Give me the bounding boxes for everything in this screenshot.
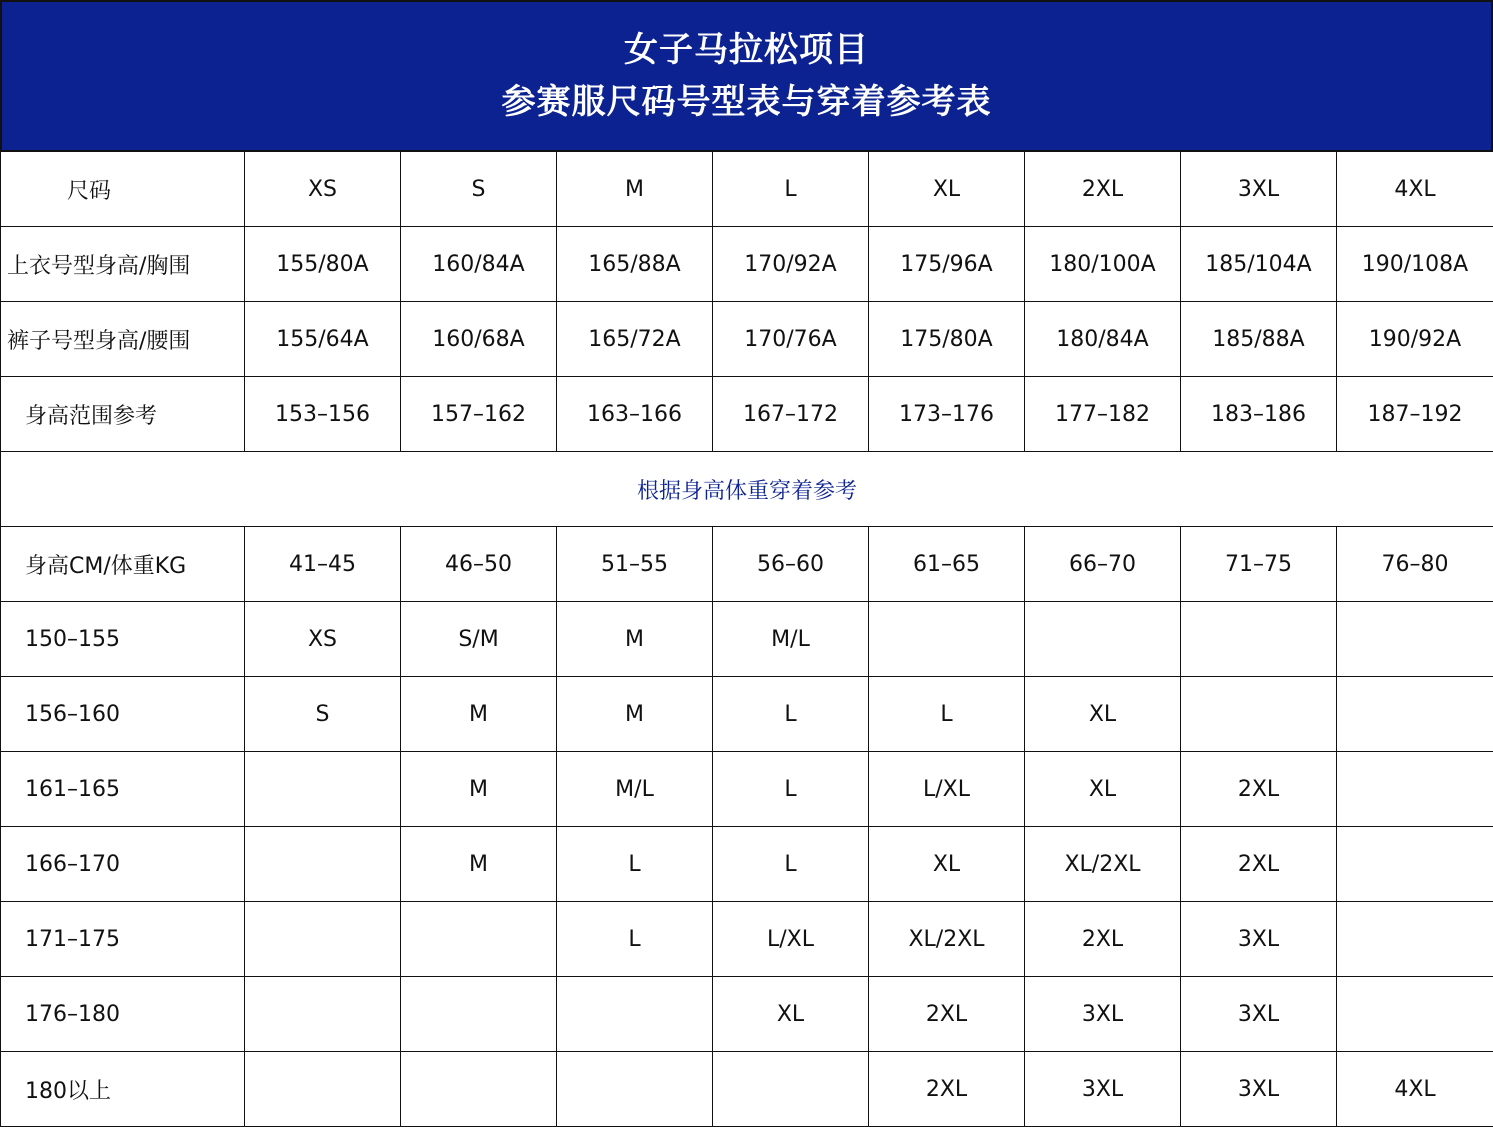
table-cell: 160/68A bbox=[401, 302, 557, 377]
size-row-label: 身高范围参考 bbox=[1, 377, 245, 452]
table-cell: 155/64A bbox=[245, 302, 401, 377]
table-cell: 2XL bbox=[1181, 752, 1337, 827]
table-cell: M/L bbox=[713, 602, 869, 677]
table-cell: 185/88A bbox=[1181, 302, 1337, 377]
table-cell: S bbox=[245, 677, 401, 752]
fit-row-label: 166–170 bbox=[1, 827, 245, 902]
table-cell: 187–192 bbox=[1337, 377, 1493, 452]
table-cell: 2XL bbox=[1181, 827, 1337, 902]
size-row-label: 尺码 bbox=[1, 152, 245, 227]
table-cell: 170/92A bbox=[713, 227, 869, 302]
table-cell bbox=[869, 602, 1025, 677]
table-cell bbox=[557, 977, 713, 1052]
table-cell: 177–182 bbox=[1025, 377, 1181, 452]
table-cell: 2XL bbox=[869, 977, 1025, 1052]
table-cell: XS bbox=[245, 152, 401, 227]
table-cell: 2XL bbox=[1025, 902, 1181, 977]
fit-row-label: 150–155 bbox=[1, 602, 245, 677]
fit-row-label: 176–180 bbox=[1, 977, 245, 1052]
table-cell bbox=[1181, 602, 1337, 677]
size-row-label: 上衣号型身高/胸围 bbox=[1, 227, 245, 302]
table-cell: 3XL bbox=[1025, 977, 1181, 1052]
table-cell: 61–65 bbox=[869, 527, 1025, 602]
table-cell: 2XL bbox=[869, 1052, 1025, 1127]
table-cell: 41–45 bbox=[245, 527, 401, 602]
table-cell: S/M bbox=[401, 602, 557, 677]
table-cell: 71–75 bbox=[1181, 527, 1337, 602]
table-cell bbox=[1337, 902, 1493, 977]
table-cell bbox=[1337, 977, 1493, 1052]
table-cell: XL bbox=[869, 827, 1025, 902]
fit-header-row bbox=[1, 527, 1493, 602]
table-cell: 51–55 bbox=[557, 527, 713, 602]
table-cell: XL bbox=[713, 977, 869, 1052]
table-cell: 185/104A bbox=[1181, 227, 1337, 302]
table-cell: L bbox=[713, 677, 869, 752]
table-cell: 3XL bbox=[1181, 977, 1337, 1052]
table-cell: XL/2XL bbox=[1025, 827, 1181, 902]
table-cell bbox=[245, 752, 401, 827]
fit-row bbox=[1, 902, 1493, 977]
table-cell: M bbox=[401, 827, 557, 902]
table-cell: 2XL bbox=[1025, 152, 1181, 227]
table-cell: L bbox=[713, 752, 869, 827]
table-cell: 175/80A bbox=[869, 302, 1025, 377]
table-cell: L bbox=[869, 677, 1025, 752]
size-row bbox=[1, 377, 1493, 452]
table-cell: 157–162 bbox=[401, 377, 557, 452]
fit-row bbox=[1, 677, 1493, 752]
table-cell: L/XL bbox=[869, 752, 1025, 827]
table-cell: 76–80 bbox=[1337, 527, 1493, 602]
title-line-1: 女子马拉松项目 bbox=[624, 30, 869, 70]
table-cell: 190/92A bbox=[1337, 302, 1493, 377]
table-cell: XL bbox=[1025, 752, 1181, 827]
table-cell bbox=[401, 977, 557, 1052]
size-row bbox=[1, 227, 1493, 302]
table-cell: L/XL bbox=[713, 902, 869, 977]
table-cell: 4XL bbox=[1337, 1052, 1493, 1127]
table-cell: 180/84A bbox=[1025, 302, 1181, 377]
table-cell bbox=[713, 1052, 869, 1127]
table-cell: 190/108A bbox=[1337, 227, 1493, 302]
fit-row-label: 180以上 bbox=[1, 1052, 245, 1127]
table-cell: 153–156 bbox=[245, 377, 401, 452]
table-cell: M bbox=[401, 677, 557, 752]
table-cell: M/L bbox=[557, 752, 713, 827]
section-row bbox=[1, 452, 1493, 527]
table-cell: 173–176 bbox=[869, 377, 1025, 452]
table-cell: L bbox=[557, 902, 713, 977]
table-cell: 3XL bbox=[1181, 152, 1337, 227]
table-cell: 3XL bbox=[1181, 1052, 1337, 1127]
table-cell bbox=[401, 1052, 557, 1127]
table-cell: 3XL bbox=[1181, 902, 1337, 977]
table-cell: 3XL bbox=[1025, 1052, 1181, 1127]
table-cell: M bbox=[557, 602, 713, 677]
table-cell bbox=[245, 1052, 401, 1127]
fit-row bbox=[1, 602, 1493, 677]
table-cell bbox=[1337, 752, 1493, 827]
table-cell bbox=[557, 1052, 713, 1127]
size-row bbox=[1, 152, 1493, 227]
table-cell: XL/2XL bbox=[869, 902, 1025, 977]
fit-row-label: 171–175 bbox=[1, 902, 245, 977]
fit-row bbox=[1, 977, 1493, 1052]
table-cell: 155/80A bbox=[245, 227, 401, 302]
fit-row-label: 156–160 bbox=[1, 677, 245, 752]
fit-row bbox=[1, 752, 1493, 827]
table-cell: M bbox=[401, 752, 557, 827]
table-cell: 56–60 bbox=[713, 527, 869, 602]
table-cell: L bbox=[557, 827, 713, 902]
table-cell: 175/96A bbox=[869, 227, 1025, 302]
table-cell: XS bbox=[245, 602, 401, 677]
table-cell bbox=[1181, 677, 1337, 752]
table-cell: 167–172 bbox=[713, 377, 869, 452]
title-line-2: 参赛服尺码号型表与穿着参考表 bbox=[501, 82, 992, 122]
size-row-label: 裤子号型身高/腰围 bbox=[1, 302, 245, 377]
table-cell: 4XL bbox=[1337, 152, 1493, 227]
fit-row-label: 161–165 bbox=[1, 752, 245, 827]
table-cell: 170/76A bbox=[713, 302, 869, 377]
fit-header-row-label: 身高CM/体重KG bbox=[1, 527, 245, 602]
table-cell: M bbox=[557, 677, 713, 752]
table-cell bbox=[1337, 677, 1493, 752]
section-title: 根据身高体重穿着参考 bbox=[1, 452, 1493, 527]
table-cell: 66–70 bbox=[1025, 527, 1181, 602]
table-cell bbox=[1337, 827, 1493, 902]
title-banner bbox=[0, 0, 1493, 152]
table-cell bbox=[401, 902, 557, 977]
table-cell bbox=[245, 827, 401, 902]
table-cell: L bbox=[713, 827, 869, 902]
table-cell bbox=[1025, 602, 1181, 677]
size-table bbox=[0, 151, 1493, 1127]
table-cell: 46–50 bbox=[401, 527, 557, 602]
size-row bbox=[1, 302, 1493, 377]
table-cell: L bbox=[713, 152, 869, 227]
table-cell: M bbox=[557, 152, 713, 227]
table-cell bbox=[245, 902, 401, 977]
table-cell: S bbox=[401, 152, 557, 227]
table-cell: XL bbox=[869, 152, 1025, 227]
table-cell: XL bbox=[1025, 677, 1181, 752]
table-cell: 180/100A bbox=[1025, 227, 1181, 302]
table-cell: 183–186 bbox=[1181, 377, 1337, 452]
fit-row bbox=[1, 827, 1493, 902]
table-cell bbox=[1337, 602, 1493, 677]
fit-row bbox=[1, 1052, 1493, 1127]
table-cell: 165/88A bbox=[557, 227, 713, 302]
table-cell: 163–166 bbox=[557, 377, 713, 452]
table-cell: 160/84A bbox=[401, 227, 557, 302]
table-cell: 165/72A bbox=[557, 302, 713, 377]
table-cell bbox=[245, 977, 401, 1052]
